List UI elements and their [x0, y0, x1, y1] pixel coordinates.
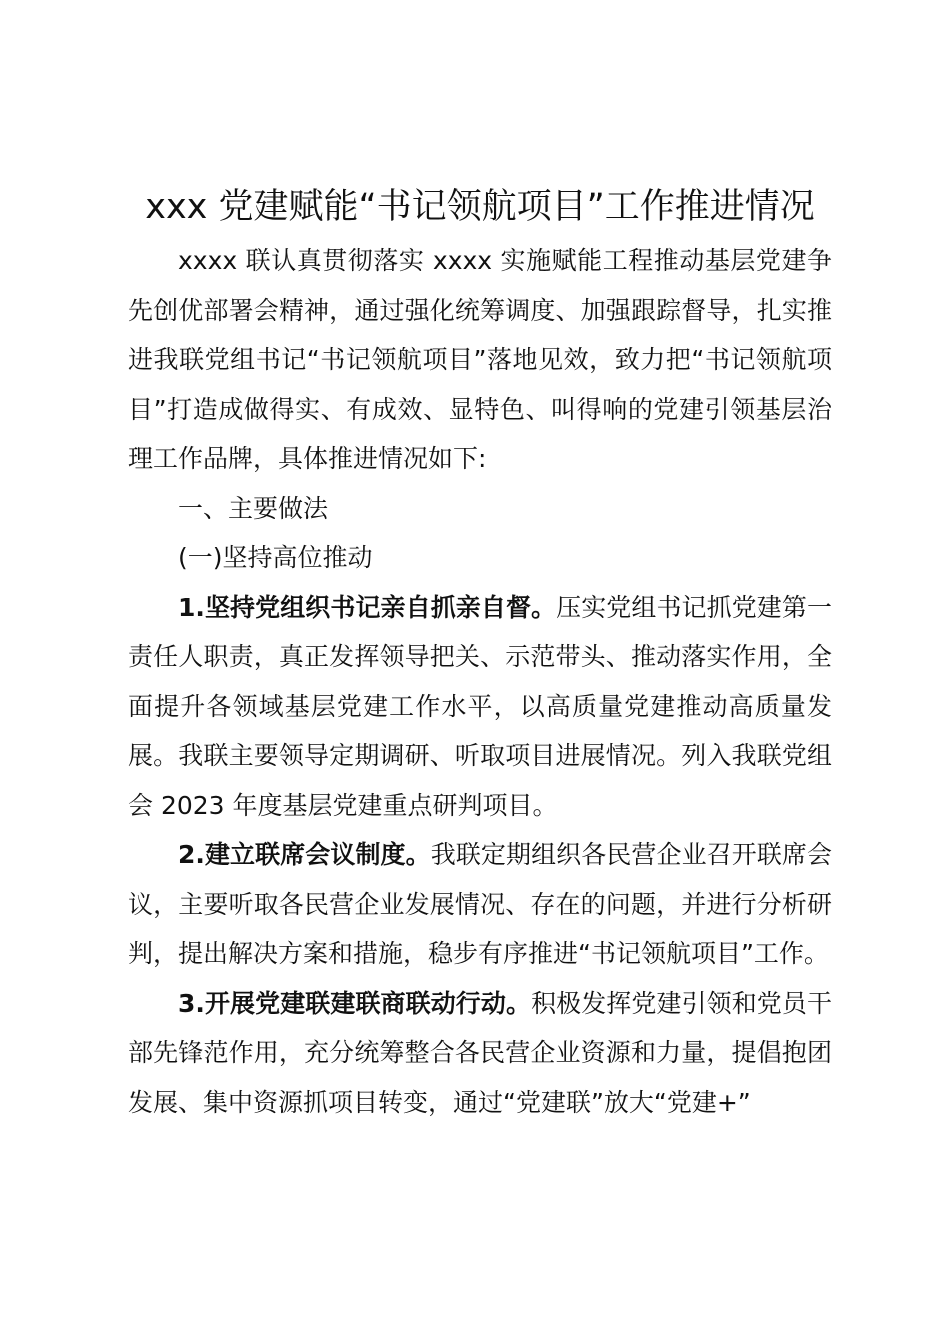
section-heading-main-practices: 一、主要做法 [178, 493, 329, 523]
document-body [128, 178, 832, 1127]
item-body-text: 我联定期组织各民营企业召开联席会议，主要听取各民营企业发展情况、存在的问题，并进行分析研判，提出解决方案和措施，稳步有序推进“书记领航项目”工作。 [128, 840, 832, 968]
item-body-text: 积极发挥党建引领和党员干部先锋范作用，充分统筹整合各民营企业资源和力量，提倡抱团发展、集中资源抓项目转变，通过“党建联”放大“党建+” [128, 988, 832, 1117]
list-item [128, 583, 832, 831]
list-item [128, 979, 832, 1128]
item-lead-text: 3.开展党建联建联商联动行动。 [178, 988, 532, 1018]
subsection-heading-high-level-promotion: (一)坚持高位推动 [178, 543, 373, 572]
intro-paragraph: xxxx 联认真贯彻落实 xxxx 实施赋能工程推动基层党建争先创优部署会精神，通过强化统筹调度、加强跟踪督导，扎实推进我联党组书记“书记领航项目”落地见效，致力把“书记领航项目”打造成做得实、有成效、显特色、叫得响的党建引领基层治理工作品牌，具体推进情况如下: [128, 246, 832, 473]
item-lead-text: 2.建立联席会议制度。 [178, 840, 431, 869]
document-title: xxx 党建赋能“书记领航项目”工作推进情况 [145, 187, 815, 227]
item-lead-text: 1.坚持党组织书记亲自抓亲自督。 [178, 592, 557, 622]
list-item [128, 830, 832, 979]
item-body-text: 压实党组书记抓党建第一责任人职责，真正发挥领导把关、示范带头、推动落实作用，全面提升各领域基层党建工作水平，以高质量党建推动高质量发展。我联主要领导定期调研、听取项目进展情况。列入我联党组会 2023 年度基层党建重点研判项目。 [128, 592, 832, 820]
